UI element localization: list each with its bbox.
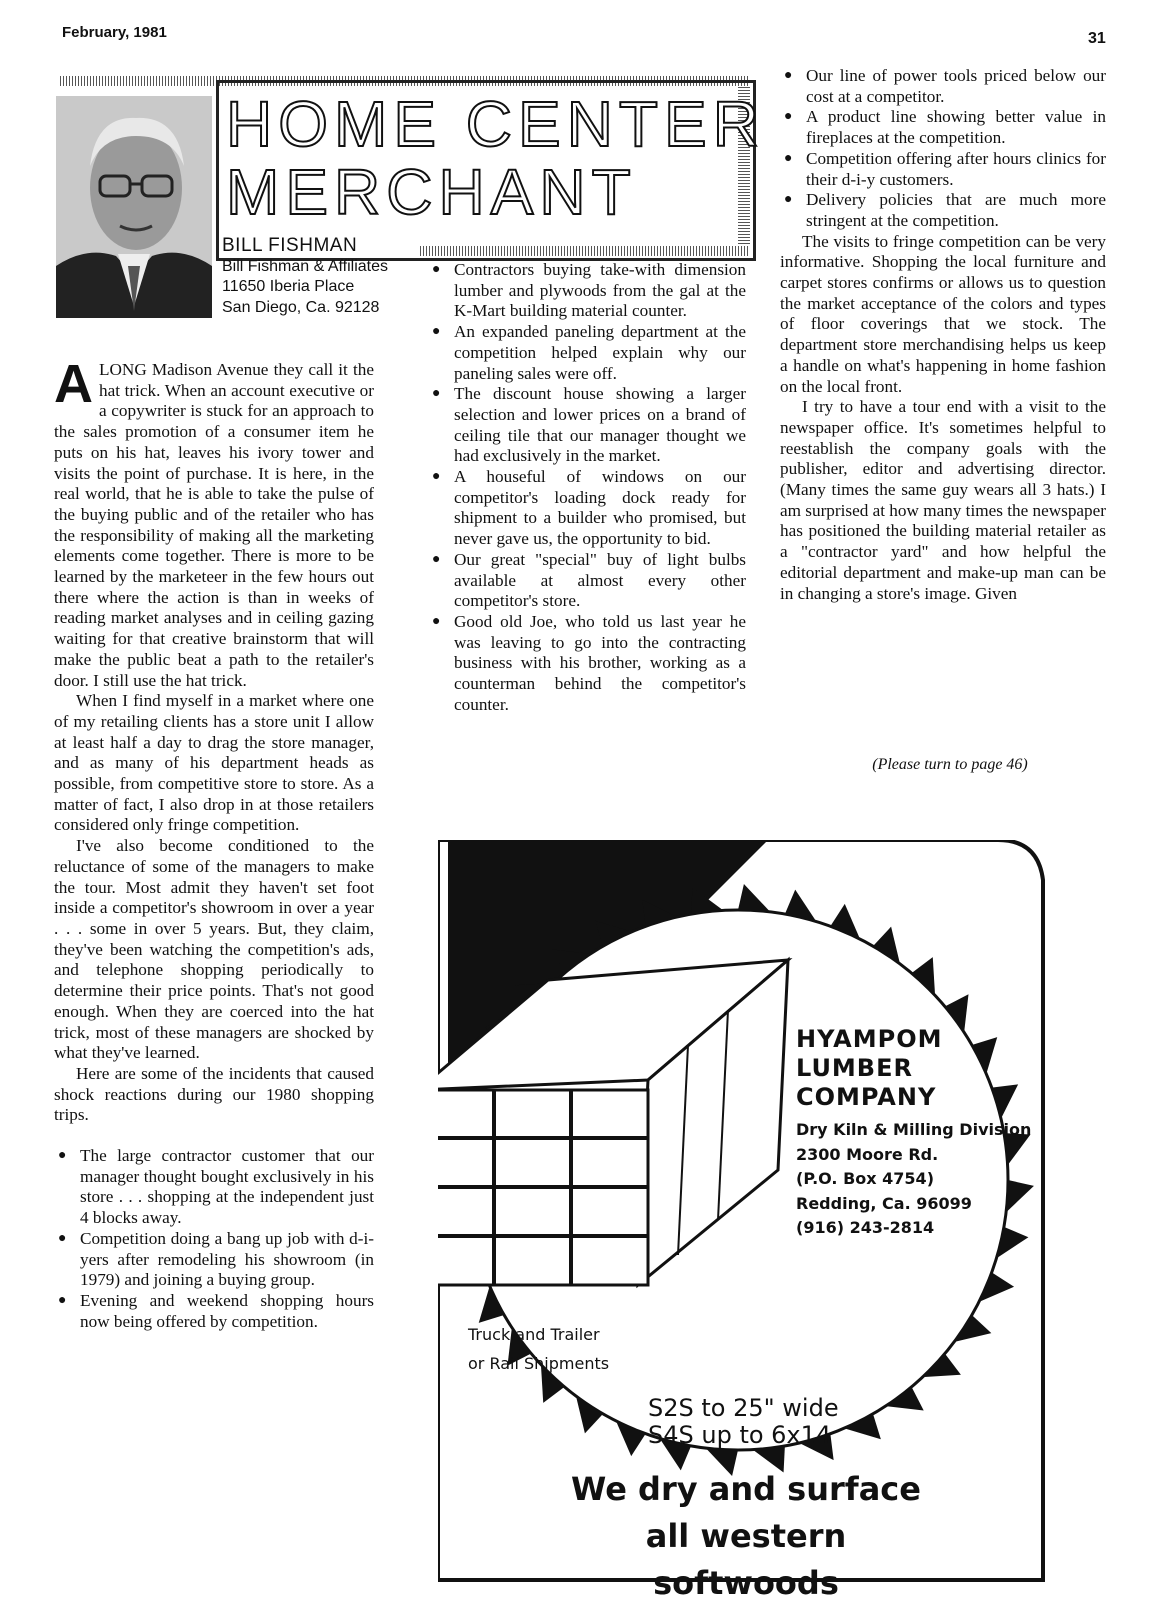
- ad-company-name: HYAMPOM LUMBER COMPANY: [796, 1025, 943, 1111]
- incident-list-3: [780, 66, 1106, 232]
- incident-list-1: [54, 1146, 374, 1332]
- article-paragraph-2: When I find myself in a market where one of my retailing clients has a store unit I allow at least half a day to drag the store manager, and as many of his department heads as possible, from competitive store to store. As a matter of fact, I also drop in at those retailers considered only fringe competition.: [54, 691, 374, 835]
- article-column-1: [54, 354, 374, 1332]
- author-company: Bill Fishman & Affiliates: [222, 257, 388, 275]
- author-address-line1: 11650 Iberia Place: [222, 278, 355, 295]
- author-address-line2: San Diego, Ca. 92128: [222, 298, 380, 316]
- list-item: ● Evening and weekend shopping hours now being offered by competition.: [54, 1291, 374, 1332]
- article-column-3: [780, 66, 1106, 604]
- drop-cap: A: [54, 354, 93, 414]
- page-number: 31: [1088, 30, 1106, 47]
- ad-pobox: (P.O. Box 4754): [796, 1169, 934, 1188]
- article-column-2: [428, 260, 746, 715]
- masthead-title-line2: MERCHANT: [226, 156, 637, 228]
- ad-division: Dry Kiln & Milling Division: [796, 1120, 1032, 1139]
- list-item: ● Contractors buying take-with dimension lumber and plywoods from the gal at the K-Mart building material counter.: [428, 260, 746, 322]
- list-item: ● An expanded paneling department at the competition helped explain why our paneling sales were off.: [428, 322, 746, 384]
- list-item: ● A product line showing better value in fireplaces at the competition.: [780, 107, 1106, 148]
- list-item: ● The large contractor customer that our manager thought bought exclusively in his store . . . shopping at the independent just 4 blocks away.: [54, 1146, 374, 1229]
- article-paragraph-5: The visits to fringe competition can be very informative. Shopping the local furniture and carpet stores confirms or allows us to question the market acceptance of the colors and types of floor coverings that we stock. The department store merchandising helps us keep a handle on what's happening in home fashion on the local front.: [780, 231, 1106, 396]
- ad-slogan: We dry and surface all western softwoods: [571, 1470, 921, 1602]
- ad-city: Redding, Ca. 96099: [796, 1193, 972, 1213]
- masthead-title: [226, 90, 765, 226]
- list-item: ● Good old Joe, who told us last year he was leaving to go into the contracting business with his brother, working as a counterman behind the competitor's counter.: [428, 612, 746, 716]
- list-item: ● Our line of power tools priced below our cost at a competitor.: [780, 66, 1106, 107]
- list-item: ● A houseful of windows on our competitor's loading dock ready for shipment to a builder who promised, but never gave us, the opportunity to bid.: [428, 467, 746, 550]
- continued-note: (Please turn to page 46): [872, 756, 1028, 773]
- saw-tooth: [738, 884, 770, 912]
- author-info: [222, 236, 388, 318]
- article-paragraph-1: ALONG Madison Avenue they call it the hat trick. When an account executive or a copywriter is stuck for an approach to the sales promotion of a consumer item he puts on his hat, leaves his ivory tower and visits the point of purchase. It is here, in the real world, that he is able to take the pulse of the buying public and of the retailer who has the responsibility of making all the marketing elements come together. There is more to be learned by the marketeer in the few hours out there where the action is than in weeks of reading market analyses and in ceiling gazing waiting for that creative brainstorm that will make the public beat a path to the retailer's door. I still use the hat trick.: [54, 354, 374, 690]
- list-item: ● Delivery policies that are much more stringent at the competition.: [780, 190, 1106, 231]
- ad-street: 2300 Moore Rd.: [796, 1144, 939, 1164]
- article-paragraph-3: I've also become conditioned to the reluctance of some of the managers to make the tour. Most admit they haven't set foot inside a competitor's showroom in over a year . . . some in over 5 years. But, they claim, they've been watching the competition's ads, and telephone shopping periodically to determine their price points. That's not good enough. When they are coerced into the hat trick, most of these managers are shocked by what they've learned.: [54, 836, 374, 1063]
- ad-sizes: S2S to 25" wide S4S up to 6x14: [648, 1394, 839, 1449]
- list-item: ● Our great "special" buy of light bulbs available at almost every other competitor's store.: [428, 550, 746, 612]
- article-paragraph-6: I try to have a tour end with a visit to the newspaper office. It's sometimes helpful to reestablish the company goals with the publisher, editor and advertising director. (Many times the same guy wears all 3 hats.) I am surprised at how many times the newspaper has positioned the building material retailer as a "contractor yard" and how helpful the editorial department and make-up man can be in changing a store's image. Given: [780, 397, 1107, 603]
- author-portrait-image: [56, 96, 212, 318]
- ad-phone: (916) 243-2814: [796, 1218, 935, 1237]
- list-item: ● Competition offering after hours clinics for their d-i-y customers.: [780, 149, 1106, 190]
- masthead-title-line1: HOME CENTER: [226, 88, 765, 160]
- author-name: BILL FISHMAN: [222, 235, 358, 256]
- list-item: ● Competition doing a bang up job with d-i-yers after remodeling his showroom (in 1979) and joining a buying group.: [54, 1229, 374, 1291]
- list-item: ● The discount house showing a larger selection and lower prices on a brand of ceiling tile that our manager thought we had exclusively in the market.: [428, 384, 746, 467]
- ad-shipping: Truck and Trailer or Rail Shipments: [468, 1325, 610, 1373]
- article-paragraph-4: Here are some of the incidents that caused shock reactions during our 1980 shopping trips.: [54, 1063, 374, 1125]
- incident-list-2: [428, 260, 746, 715]
- ad-company-details: [796, 1118, 1031, 1241]
- author-photo: [56, 96, 212, 318]
- issue-date: February, 1981: [62, 24, 167, 41]
